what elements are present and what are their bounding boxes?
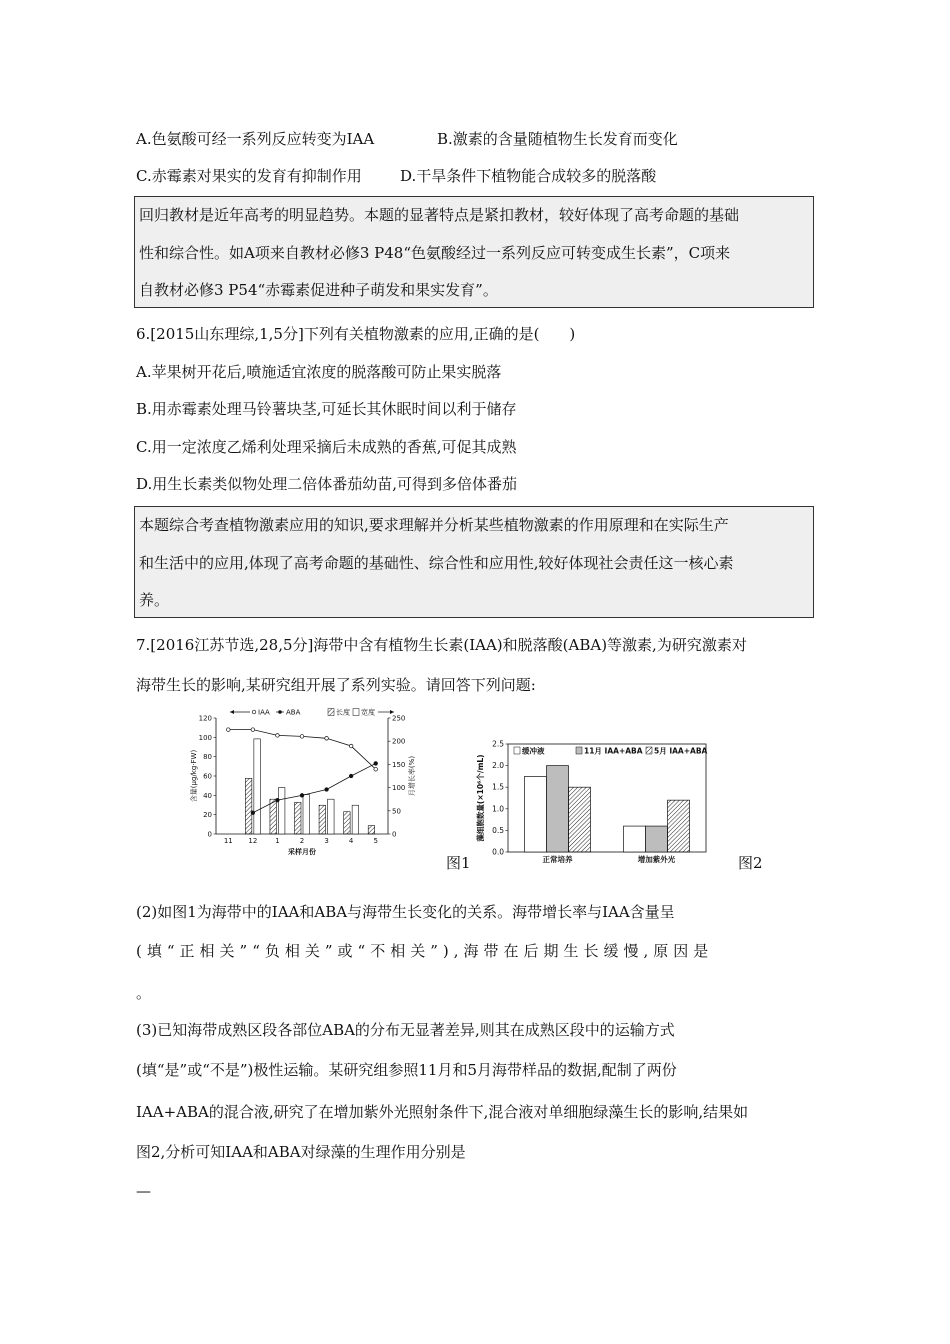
x-tick-label: 正常培养 <box>542 855 573 864</box>
y-axis-label: 含量(μg/kg·FW) <box>190 749 198 803</box>
width-bar <box>303 795 310 834</box>
iaa-point <box>349 744 353 748</box>
legend-length-label: 长度 <box>336 708 350 717</box>
y-tick-label: 20 <box>203 811 212 820</box>
length-bar <box>295 802 302 834</box>
figure-1-caption: 图1 <box>446 854 471 872</box>
nov-bar <box>646 826 668 852</box>
q5-analysis-box <box>134 196 814 308</box>
width-bar <box>352 805 359 834</box>
legend-length-swatch <box>328 709 334 716</box>
analysis-line: 自教材必修3 P54“赤霉素促进种子萌发和果实发育”。 <box>139 281 498 299</box>
x-tick-label: 4 <box>348 837 354 845</box>
q6-analysis-box <box>134 506 814 618</box>
x-axis-label: 采样月份 <box>288 848 316 856</box>
q7-part3-line3: IAA+ABA的混合液,研究了在增加紫外光照射条件下,混合液对单细胞绿藻生长的影响,结果如 <box>136 1103 749 1121</box>
x-tick-label: 11 <box>223 837 233 845</box>
legend-swatch <box>646 747 652 754</box>
q7-part2-line3: 。 <box>136 984 152 1002</box>
y-tick-label: 2.5 <box>492 739 504 749</box>
legend-width-label: 宽度 <box>361 708 375 717</box>
q7-stem-line2: 海带生长的影响,某研究组开展了系列实验。请回答下列问题: <box>136 676 536 694</box>
iaa-point <box>300 735 304 739</box>
aba-point <box>300 794 304 798</box>
q6-option-a: A.苹果树开花后,喷施适宜浓度的脱落酸可防止果实脱落 <box>136 363 502 381</box>
y-tick-label: 0 <box>207 830 212 839</box>
x-tick-label: 12 <box>248 837 258 845</box>
q6-stem: 6.[2015山东理综,1,5分]下列有关植物激素的应用,正确的是( ) <box>136 325 576 343</box>
iaa-point <box>276 734 280 738</box>
x-tick-label: 2 <box>299 837 305 845</box>
y-tick-label: 0.0 <box>492 847 504 857</box>
legend-width-swatch <box>353 709 359 716</box>
q6-option-b: B.用赤霉素处理马铃薯块茎,可延长其休眠时间以利于储存 <box>136 400 517 418</box>
y-tick-label: 40 <box>203 791 212 800</box>
length-bar <box>245 778 252 834</box>
legend-iaa-marker <box>252 710 256 714</box>
analysis-line: 和生活中的应用,体现了高考命题的基础性、综合性和应用性,较好体现社会责任这一核心素 <box>139 553 734 572</box>
figure-1-chart <box>190 706 420 866</box>
iaa-point <box>374 767 378 771</box>
y2-tick-label: 250 <box>392 714 406 723</box>
y2-tick-label: 0 <box>392 830 397 839</box>
y2-tick-label: 100 <box>392 784 406 793</box>
y-tick-label: 1.5 <box>492 782 504 792</box>
may-bar <box>569 787 591 852</box>
x-tick-label: 3 <box>324 837 329 845</box>
length-bar <box>270 799 277 834</box>
iaa-point <box>251 728 255 732</box>
q7-part3-answer-blank: — <box>136 1182 151 1200</box>
y-tick-label: 60 <box>203 772 212 781</box>
aba-point <box>349 774 353 778</box>
q7-stem-line1: 7.[2016江苏节选,28,5分]海带中含有植物生长素(IAA)和脱落酸(ABA)等激素,为研究激素对 <box>136 636 747 654</box>
legend-arrow-head <box>390 710 394 714</box>
length-bar <box>319 805 326 834</box>
iaa-point <box>325 737 329 741</box>
y-tick-label: 2.0 <box>492 761 504 771</box>
aba-point <box>374 762 378 766</box>
nov-bar <box>547 766 569 852</box>
y-tick-label: 100 <box>198 733 212 742</box>
aba-point <box>251 811 255 815</box>
q7-part3-line2: (填“是”或“不是”)极性运输。某研究组参照11月和5月海带样品的数据,配制了两份 <box>136 1061 677 1079</box>
y2-tick-label: 50 <box>392 807 401 816</box>
legend-label: 5月 IAA+ABA <box>654 746 708 756</box>
width-bar <box>328 799 335 834</box>
legend-label: 11月 IAA+ABA <box>584 746 643 756</box>
legend-aba-label: ABA <box>286 708 301 717</box>
x-tick-label: 增加紫外光 <box>637 855 676 864</box>
legend-swatch <box>514 747 520 754</box>
q5-option-c: C.赤霉素对果实的发育有抑制作用 <box>136 167 362 185</box>
y2-tick-label: 200 <box>392 737 406 746</box>
x-tick-label: 5 <box>373 837 378 845</box>
figure-2-chart <box>474 738 734 868</box>
may-bar <box>668 800 690 852</box>
q7-part2-line1: (2)如图1为海带中的IAA和ABA与海带生长变化的关系。海带增长率与IAA含量呈 <box>136 903 675 921</box>
length-bar <box>344 812 351 834</box>
analysis-line: 养。 <box>139 591 170 609</box>
y2-tick-label: 150 <box>392 760 406 769</box>
buffer-bar <box>525 776 547 852</box>
q7-part3-line1: (3)已知海带成熟区段各部位ABA的分布无显著差异,则其在成熟区段中的运输方式 <box>136 1021 675 1039</box>
y-axis-label: 藻细胞数量(×10⁶个/mL) <box>476 754 485 842</box>
x-tick-label: 1 <box>275 837 280 845</box>
iaa-point <box>226 728 230 732</box>
legend-swatch <box>576 747 582 754</box>
figure-2-caption: 图2 <box>738 854 763 872</box>
q6-option-c: C.用一定浓度乙烯利处理采摘后未成熟的香蕉,可促其成熟 <box>136 438 517 456</box>
length-bar <box>368 826 375 834</box>
analysis-line: 本题综合考查植物激素应用的知识,要求理解并分析某些植物激素的作用原理和在实际生产 <box>139 516 729 534</box>
legend-arrow-head <box>230 710 234 714</box>
aba-point <box>325 788 329 792</box>
y2-axis-label: 月增长率(%) <box>408 755 416 797</box>
q5-option-b: B.激素的含量随植物生长发育而变化 <box>437 130 678 148</box>
y-tick-label: 120 <box>198 714 212 723</box>
width-bar <box>278 788 285 834</box>
width-bar <box>254 739 261 834</box>
q5-option-a: A.色氨酸可经一系列反应转变为IAA <box>136 130 375 148</box>
legend-label: 缓冲液 <box>522 746 545 756</box>
legend-aba-marker <box>278 710 282 714</box>
analysis-line: 性和综合性。如A项来自教材必修3 P48“色氨酸经过一系列反应可转变成生长素”，C项来 <box>139 243 731 262</box>
y-tick-label: 80 <box>203 753 212 762</box>
analysis-line: 回归教材是近年高考的明显趋势。本题的显著特点是紧扣教材，较好体现了高考命题的基础 <box>139 206 740 224</box>
q6-option-d: D.用生长素类似物处理二倍体番茄幼苗,可得到多倍体番茄 <box>136 475 518 493</box>
q7-part3-line4: 图2,分析可知IAA和ABA对绿藻的生理作用分别是 <box>136 1143 466 1161</box>
legend-iaa-label: IAA <box>258 708 270 717</box>
aba-point <box>276 798 280 802</box>
buffer-bar <box>624 826 646 852</box>
q7-part2-line2: (填“正相关”“负相关”或“不相关”),海带在后期生长缓慢,原因是 <box>136 942 714 960</box>
q5-option-d: D.干旱条件下植物能合成较多的脱落酸 <box>400 167 657 185</box>
y-tick-label: 0.5 <box>492 825 504 835</box>
y-tick-label: 1.0 <box>492 804 504 814</box>
